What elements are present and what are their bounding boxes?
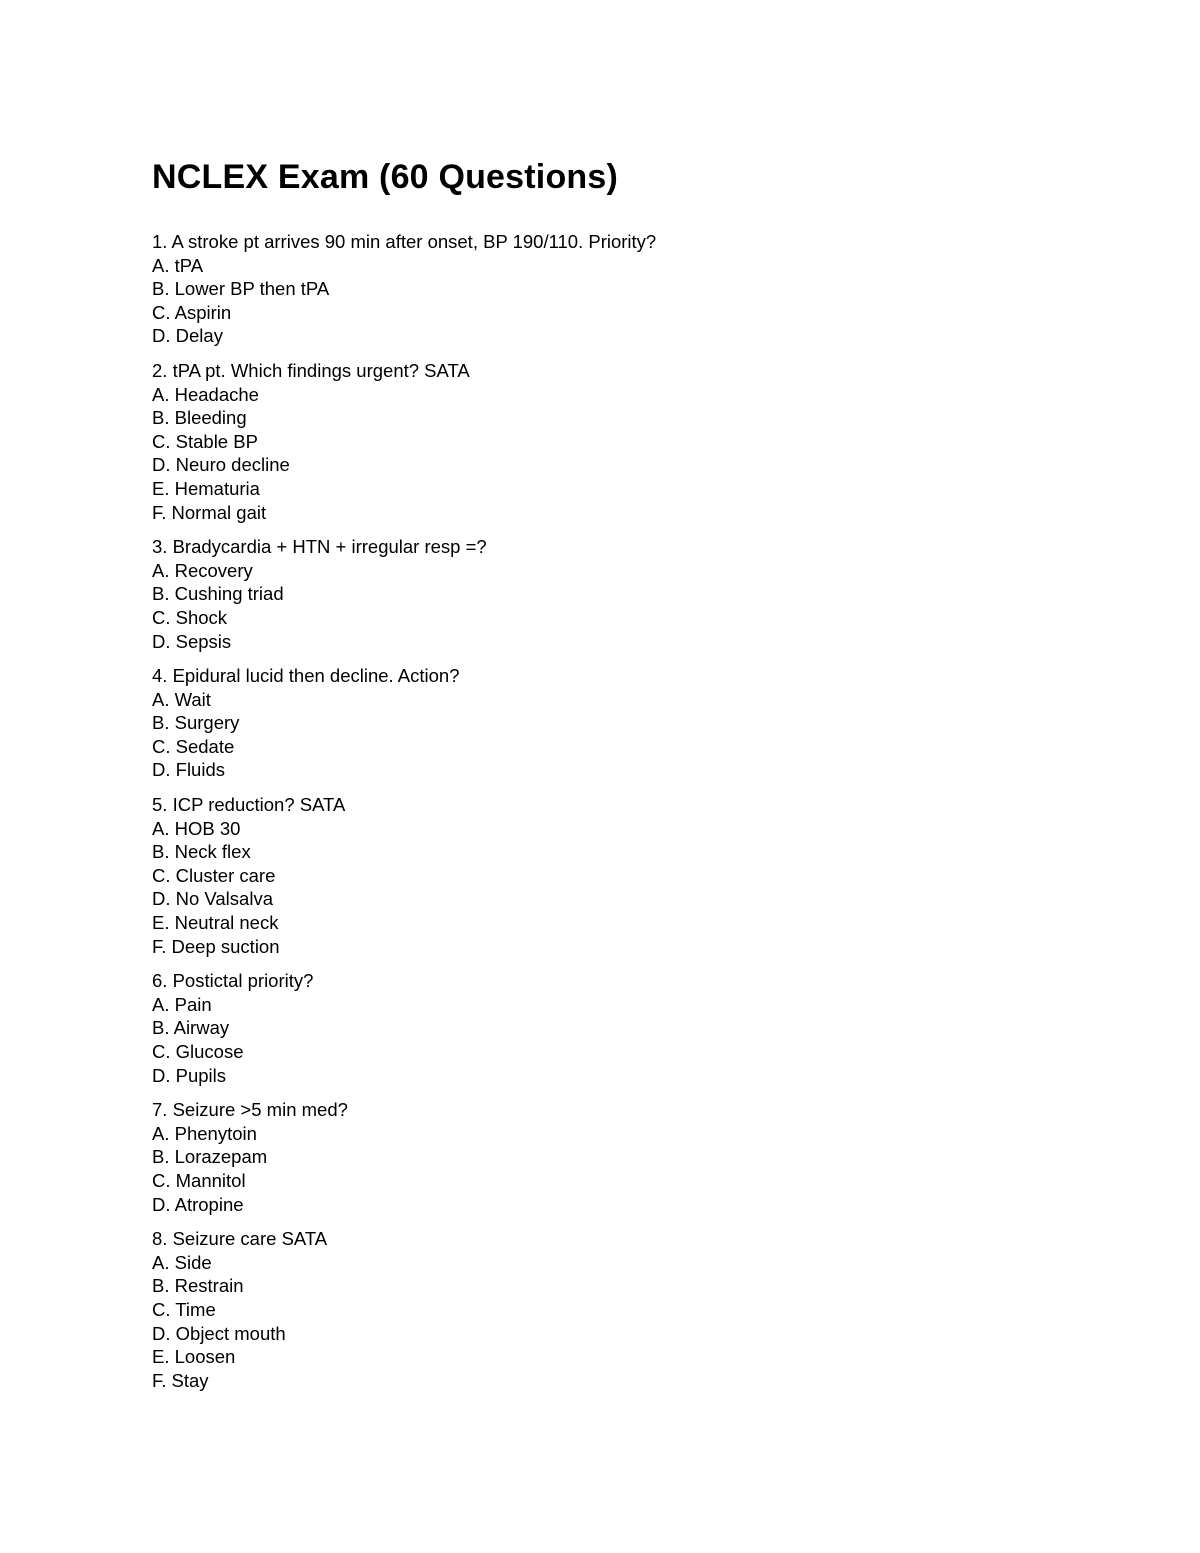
answer-option: A. Side: [152, 1251, 212, 1273]
answer-option: B. Bleeding: [152, 407, 247, 429]
answer-option: E. Loosen: [152, 1346, 236, 1368]
answer-option: E. Neutral neck: [152, 912, 279, 934]
question-text: 5. ICP reduction? SATA: [152, 794, 346, 816]
answer-option: A. Phenytoin: [152, 1122, 257, 1144]
answer-option: C. Glucose: [152, 1041, 244, 1062]
answer-option: A. HOB 30: [152, 817, 241, 839]
answer-option: C. Shock: [152, 606, 228, 628]
question-block: [152, 359, 1052, 524]
answer-option: C. Mannitol: [152, 1169, 246, 1191]
answer-option: D. Delay: [152, 325, 223, 347]
answer-option: B. Cushing triad: [152, 583, 284, 605]
answer-option: B. Lower BP then tPA: [152, 278, 330, 300]
answer-option: C. Sedate: [152, 735, 235, 757]
question-text: 1. A stroke pt arrives 90 min after onset, BP 190/110. Priority?: [152, 231, 657, 252]
answer-option: F. Deep suction: [152, 935, 280, 957]
answer-option: F. Stay: [152, 1369, 209, 1391]
answer-option: C. Cluster care: [152, 864, 276, 886]
question-block: [152, 1227, 1052, 1392]
answer-option: A. Wait: [152, 688, 211, 710]
question-text: 8. Seizure care SATA: [152, 1228, 328, 1250]
question-block: [152, 1098, 1052, 1216]
answer-option: D. Atropine: [152, 1193, 244, 1215]
document-page: [152, 153, 1052, 1403]
answer-option: A. Recovery: [152, 559, 253, 581]
answer-option: A. tPA: [152, 254, 204, 276]
answer-option: D. Pupils: [152, 1064, 227, 1086]
question-block: [152, 969, 1052, 1087]
question-text: 2. tPA pt. Which findings urgent? SATA: [152, 359, 470, 381]
answer-option: B. Restrain: [152, 1275, 244, 1297]
answer-option: A. Headache: [152, 383, 259, 405]
question-block: [152, 793, 1052, 958]
answer-option: B. Lorazepam: [152, 1146, 268, 1168]
answer-option: D. Neuro decline: [152, 454, 290, 476]
question-text: 6. Postictal priority?: [152, 970, 314, 992]
answer-option: B. Airway: [152, 1017, 230, 1039]
question-block: [152, 664, 1052, 782]
answer-option: D. No Valsalva: [152, 888, 273, 910]
answer-option: C. Aspirin: [152, 301, 232, 323]
answer-option: D. Object mouth: [152, 1322, 286, 1344]
answer-option: E. Hematuria: [152, 477, 260, 499]
question-block: [152, 230, 1052, 348]
answer-option: D. Fluids: [152, 759, 225, 781]
answer-option: C. Time: [152, 1298, 216, 1320]
answer-option: C. Stable BP: [152, 430, 258, 452]
question-text: 4. Epidural lucid then decline. Action?: [152, 665, 460, 687]
page-title: NCLEX Exam (60 Questions): [152, 158, 619, 196]
answer-option: D. Sepsis: [152, 630, 232, 652]
answer-option: B. Surgery: [152, 712, 240, 734]
question-text: 3. Bradycardia + HTN + irregular resp =?: [152, 536, 487, 558]
question-list: [152, 230, 1052, 1392]
question-block: [152, 535, 1052, 653]
answer-option: A. Pain: [152, 993, 212, 1015]
answer-option: B. Neck flex: [152, 841, 251, 863]
question-text: 7. Seizure >5 min med?: [152, 1099, 348, 1121]
answer-option: F. Normal gait: [152, 501, 267, 523]
